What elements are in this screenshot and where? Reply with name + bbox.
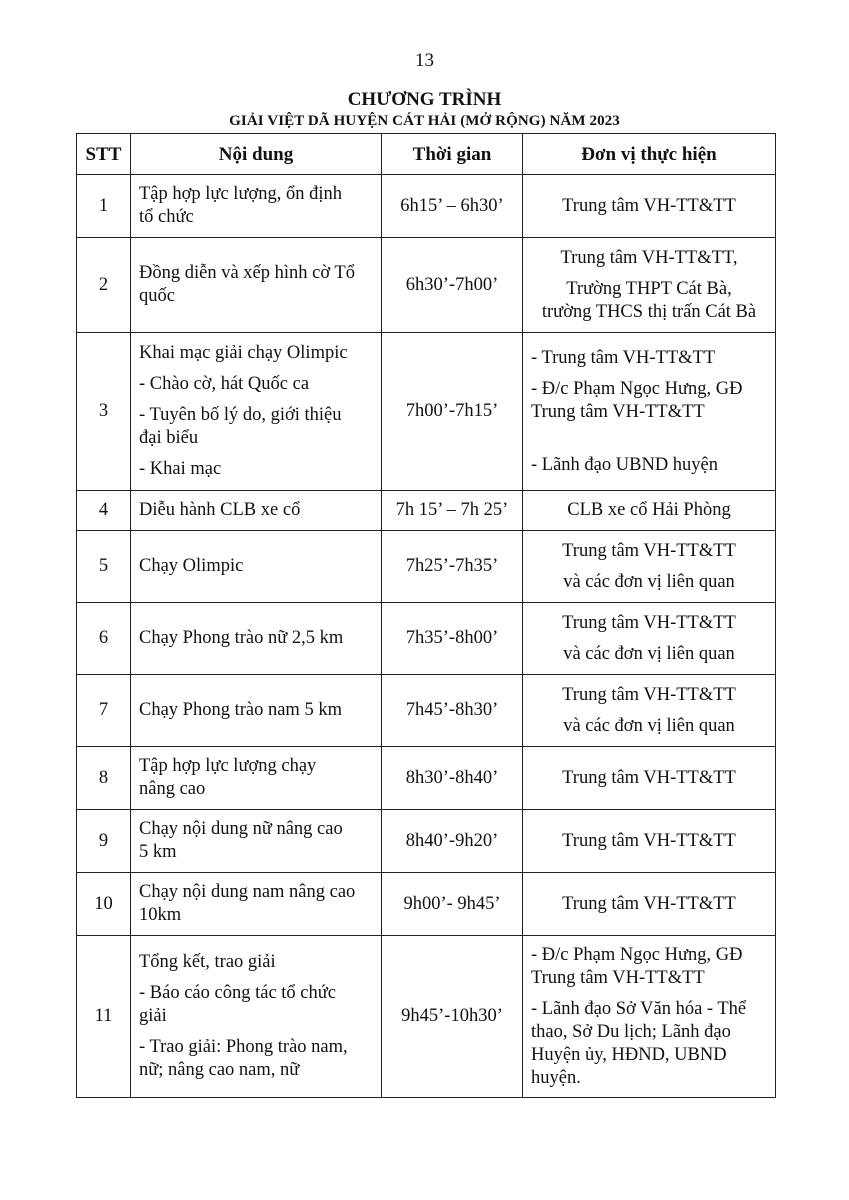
unit-line: Trung tâm VH-TT&TT (562, 767, 736, 788)
unit-line: thao, Sở Du lịch; Lãnh đạo (531, 1021, 731, 1042)
row-time: 8h40’-9h20’ (382, 810, 523, 873)
table-header-row (77, 134, 776, 175)
table-row (77, 603, 776, 675)
row-time: 7h35’-8h00’ (382, 603, 523, 675)
unit-line: - Đ/c Phạm Ngọc Hưng, GĐ (531, 944, 743, 965)
content-line: 5 km (139, 842, 177, 862)
row-time: 7h00’-7h15’ (382, 333, 523, 491)
unit-line: và các đơn vị liên quan (563, 571, 735, 592)
unit-line: trường THCS thị trấn Cát Bà (541, 301, 757, 322)
row-time: 6h15’ – 6h30’ (382, 175, 523, 238)
header-unit: Đơn vị thực hiện (523, 134, 776, 175)
content-line: tổ chức (139, 207, 194, 227)
unit-line: và các đơn vị liên quan (563, 715, 735, 736)
unit-line: Huyện ủy, HĐND, UBND (531, 1044, 727, 1065)
content-line: Đồng diễn và xếp hình cờ Tổ (139, 263, 355, 283)
unit-line: Trung tâm VH-TT&TT (562, 893, 736, 914)
content-line: giải (139, 1006, 167, 1026)
row-time: 9h00’- 9h45’ (382, 873, 523, 936)
content-line: - Khai mạc (139, 459, 222, 479)
row-content (131, 675, 382, 747)
row-unit (523, 603, 776, 675)
row-content (131, 175, 382, 238)
document-subtitle: GIẢI VIỆT DÃ HUYỆN CÁT HẢI (MỞ RỘNG) NĂM 2023 (229, 113, 620, 129)
row-content (131, 936, 382, 1098)
unit-line: Trung tâm VH-TT&TT (562, 684, 736, 705)
content-line: - Tuyên bố lý do, giới thiệu (139, 405, 342, 425)
content-line: nâng cao (139, 779, 206, 799)
table-row (77, 936, 776, 1098)
row-content (131, 333, 382, 491)
table-row (77, 810, 776, 873)
content-line: Tập hợp lực lượng, ổn định (139, 184, 343, 204)
content-line: nữ; nâng cao nam, nữ (139, 1060, 300, 1080)
unit-line: huyện. (531, 1067, 581, 1088)
content-line: Chạy Phong trào nam 5 km (139, 700, 342, 720)
row-stt: 9 (77, 810, 131, 873)
table-row (77, 175, 776, 238)
content-line: - Báo cáo công tác tổ chức (139, 983, 336, 1003)
row-content (131, 238, 382, 333)
unit-line: Trung tâm VH-TT&TT (531, 967, 705, 988)
content-line: Chạy Phong trào nữ 2,5 km (139, 628, 344, 648)
content-line: Tổng kết, trao giải (139, 952, 276, 972)
table-row (77, 333, 776, 491)
row-unit (523, 747, 776, 810)
content-line: 10km (139, 905, 182, 925)
table-row (77, 873, 776, 936)
unit-line: Trung tâm VH-TT&TT (562, 612, 736, 633)
row-content (131, 603, 382, 675)
row-stt: 11 (77, 936, 131, 1098)
row-time: 7h45’-8h30’ (382, 675, 523, 747)
header-stt: STT (77, 134, 131, 175)
header-content: Nội dung (131, 134, 382, 175)
row-stt: 1 (77, 175, 131, 238)
row-unit (523, 936, 776, 1098)
row-unit (523, 531, 776, 603)
unit-line: - Lãnh đạo UBND huyện (531, 454, 719, 475)
row-time: 7h25’-7h35’ (382, 531, 523, 603)
table-row (77, 531, 776, 603)
unit-line: - Đ/c Phạm Ngọc Hưng, GĐ (531, 378, 743, 399)
row-time: 8h30’-8h40’ (382, 747, 523, 810)
unit-line: Trung tâm VH-TT&TT, (560, 247, 738, 268)
row-content (131, 810, 382, 873)
row-unit (523, 238, 776, 333)
content-line: Chạy nội dung nữ nâng cao (139, 819, 343, 839)
unit-line: Trung tâm VH-TT&TT (562, 195, 736, 216)
row-stt: 2 (77, 238, 131, 333)
table-row (77, 238, 776, 333)
row-stt: 5 (77, 531, 131, 603)
unit-line: Trường THPT Cát Bà, (566, 278, 732, 299)
row-stt: 4 (77, 491, 131, 531)
row-unit (523, 491, 776, 531)
row-content (131, 873, 382, 936)
row-time: 6h30’-7h00’ (382, 238, 523, 333)
content-line: đại biểu (139, 428, 199, 448)
content-line: Diễu hành CLB xe cổ (139, 500, 301, 520)
program-table (76, 133, 776, 1098)
row-content (131, 747, 382, 810)
row-stt: 8 (77, 747, 131, 810)
content-line: - Trao giải: Phong trào nam, (139, 1037, 348, 1057)
row-unit (523, 810, 776, 873)
content-line: Chạy nội dung nam nâng cao (139, 882, 356, 902)
row-unit (523, 873, 776, 936)
row-stt: 3 (77, 333, 131, 491)
table-row (77, 491, 776, 531)
row-stt: 7 (77, 675, 131, 747)
unit-line: Trung tâm VH-TT&TT (562, 540, 736, 561)
row-unit (523, 333, 776, 491)
row-content (131, 531, 382, 603)
content-line: Chạy Olimpic (139, 556, 244, 576)
row-content (131, 491, 382, 531)
document-title: CHƯƠNG TRÌNH (347, 89, 502, 110)
row-unit (523, 675, 776, 747)
table-row (77, 747, 776, 810)
unit-line: Trung tâm VH-TT&TT (562, 830, 736, 851)
unit-line: - Trung tâm VH-TT&TT (531, 347, 716, 368)
unit-line: và các đơn vị liên quan (563, 643, 735, 664)
content-line: Khai mạc giải chạy Olimpic (139, 343, 348, 363)
content-line: Tập hợp lực lượng chạy (139, 756, 317, 776)
row-time: 7h 15’ – 7h 25’ (382, 491, 523, 531)
header-time: Thời gian (382, 134, 523, 175)
content-line: quốc (139, 286, 175, 306)
unit-line: CLB xe cổ Hải Phòng (567, 500, 731, 520)
row-unit (523, 175, 776, 238)
row-stt: 6 (77, 603, 131, 675)
row-stt: 10 (77, 873, 131, 936)
unit-line: Trung tâm VH-TT&TT (531, 401, 705, 422)
page-number: 13 (415, 50, 434, 71)
row-time: 9h45’-10h30’ (382, 936, 523, 1098)
unit-line: - Lãnh đạo Sở Văn hóa - Thể (531, 998, 747, 1019)
content-line: - Chào cờ, hát Quốc ca (139, 374, 310, 394)
table-row (77, 675, 776, 747)
